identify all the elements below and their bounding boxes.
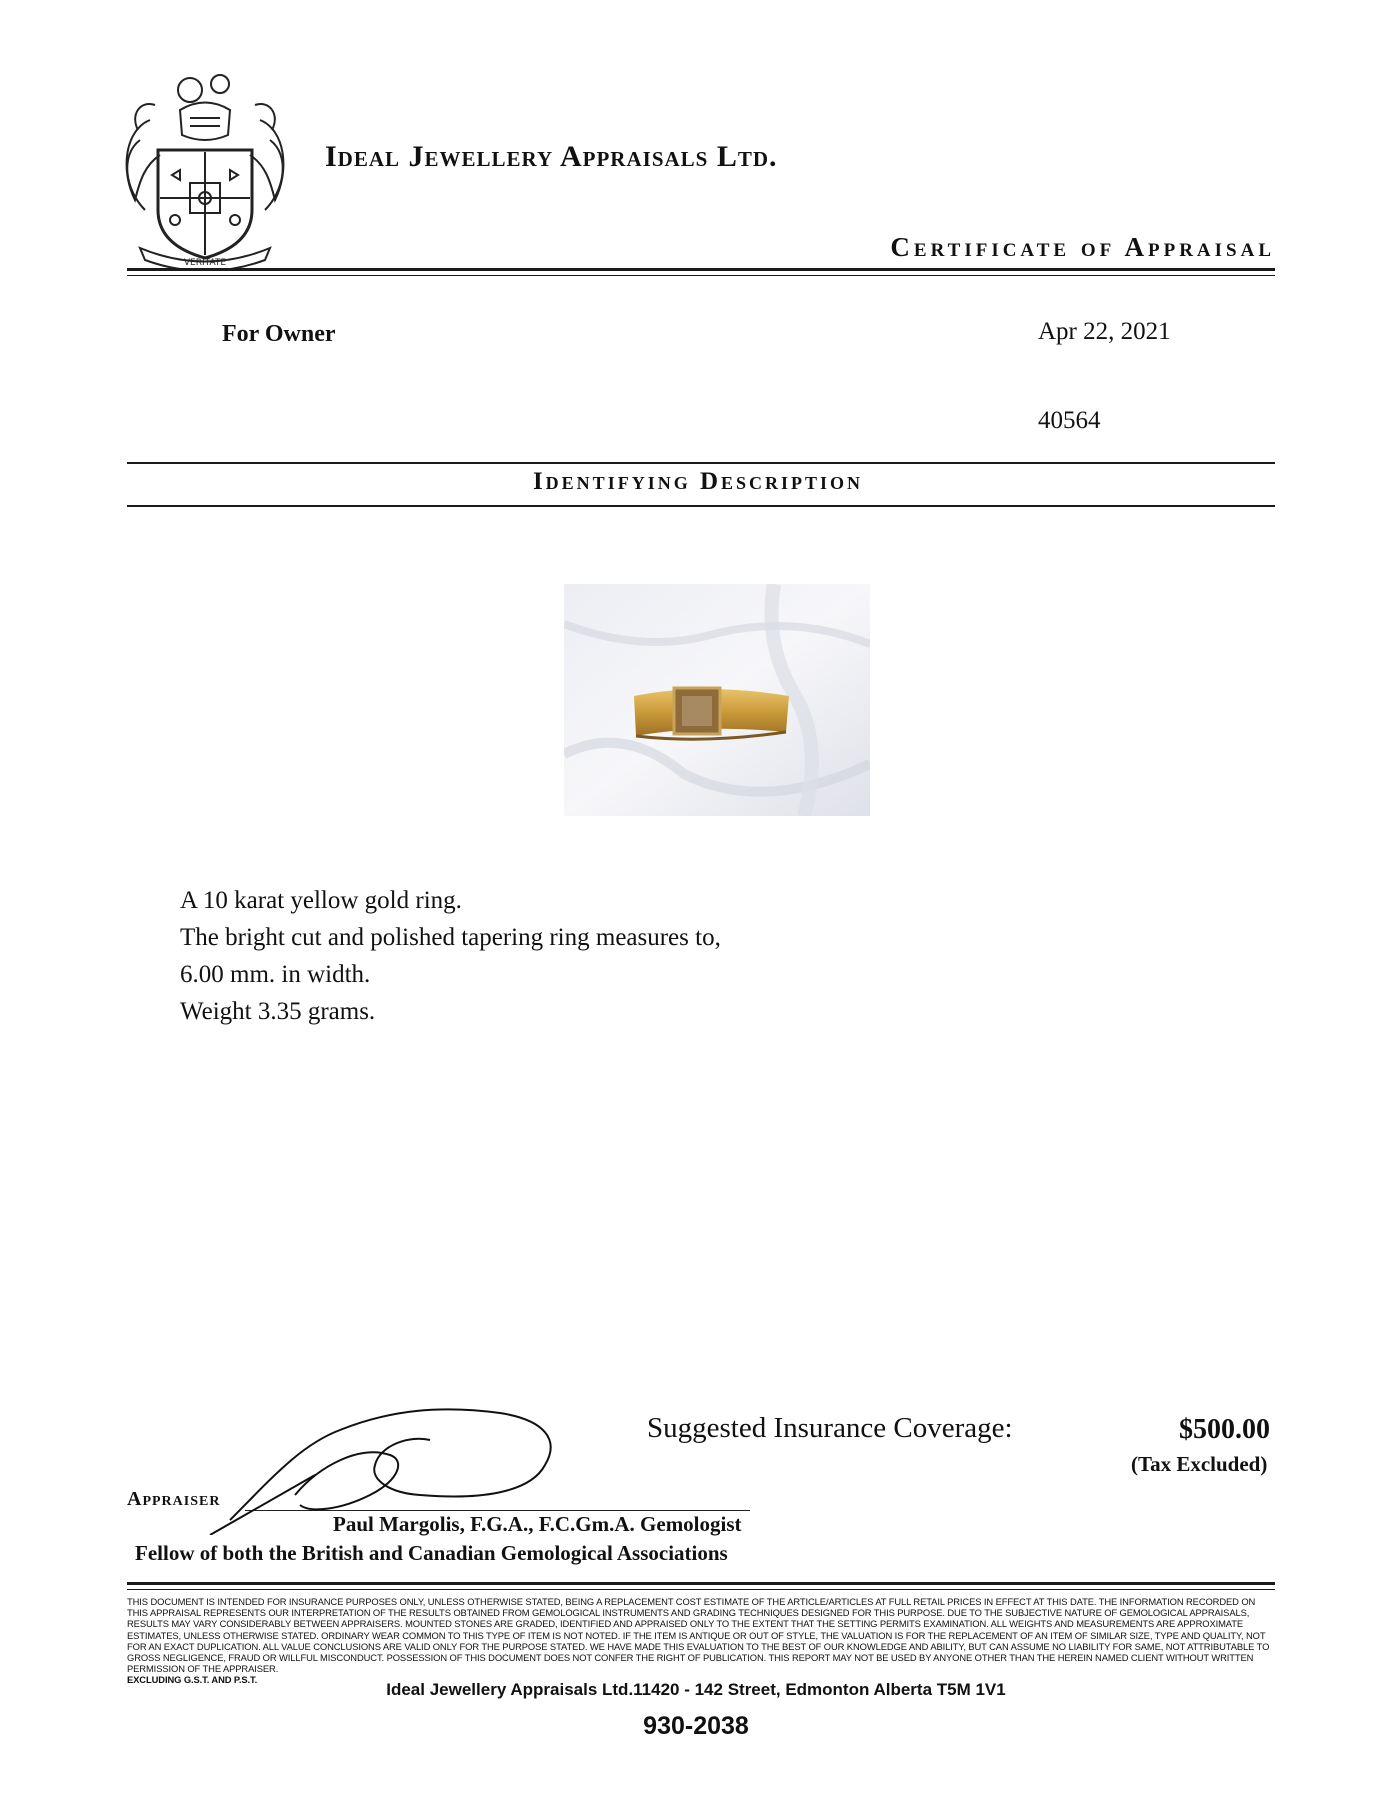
owner-label: For Owner bbox=[222, 321, 336, 347]
coverage-label: Suggested Insurance Coverage: bbox=[647, 1412, 1013, 1444]
disclaimer-divider-thin bbox=[127, 1589, 1275, 1590]
appraisal-number: 40564 bbox=[1038, 407, 1101, 434]
description-line: The bright cut and polished tapering ring measures to, bbox=[180, 924, 721, 951]
disclaimer bbox=[127, 1596, 1275, 1686]
appraisal-date: Apr 22, 2021 bbox=[1038, 318, 1171, 345]
section-title: Identifying Description bbox=[532, 468, 864, 495]
footer-address: Ideal Jewellery Appraisals Ltd.11420 - 142 Street, Edmonton Alberta T5M 1V1 bbox=[386, 1680, 1006, 1699]
section-divider-top bbox=[127, 462, 1275, 464]
appraiser-label: Appraiser bbox=[127, 1488, 221, 1510]
disclaimer-divider bbox=[127, 1582, 1275, 1585]
company-name: Ideal Jewellery Appraisals Ltd. bbox=[325, 140, 778, 173]
coat-of-arms-logo bbox=[120, 60, 290, 270]
crest-motto: VERITATE bbox=[183, 258, 227, 268]
header-divider-thin bbox=[127, 275, 1275, 276]
description-line: 6.00 mm. in width. bbox=[180, 961, 371, 988]
description-line: A 10 karat yellow gold ring. bbox=[180, 887, 462, 914]
footer-phone: 930-2038 bbox=[643, 1712, 749, 1740]
item-description bbox=[180, 882, 721, 1030]
section-divider-bottom bbox=[127, 505, 1275, 507]
tax-note: (Tax Excluded) bbox=[1131, 1452, 1268, 1476]
header-divider bbox=[127, 268, 1275, 271]
ring-photo bbox=[564, 584, 870, 816]
appraiser-name: Paul Margolis, F.G.A., F.C.Gm.A. Gemologist bbox=[333, 1512, 742, 1536]
coverage-amount: $500.00 bbox=[1179, 1414, 1270, 1445]
appraiser-fellowship: Fellow of both the British and Canadian Gemological Associations bbox=[135, 1541, 728, 1565]
description-line: Weight 3.35 grams. bbox=[180, 998, 376, 1025]
disclaimer-tax-line: EXCLUDING G.S.T. AND P.S.T. bbox=[127, 1674, 258, 1686]
certificate-title: Certificate of Appraisal bbox=[890, 232, 1275, 262]
disclaimer-text: THIS DOCUMENT IS INTENDED FOR INSURANCE PURPOSES ONLY, UNLESS OTHERWISE STATED, BEING A REPLACEMENT COST ESTIMATE OF THE ARTICLE/ARTICLES AT FULL RETAIL PRICES IN EFFECT AT THIS DATE. THE INFORMATION RECORDED ON THIS APPRAISAL REPRESENTS OUR INTERPRETATION OF THE RESULTS OBTAINED FROM GEMOLOGICAL INSTRUMENTS AND GRADING TECHNIQUES DESIGNED FOR THIS PURPOSE. DUE TO THE SUBJECTIVE NATURE OF GEMOLOGICAL APPRAISALS, RESULTS MAY VARY CONSIDERABLY BETWEEN APPRAISERS. MOUNTED STONES ARE GRADED, IDENTIFIED AND APPRAISED ONLY TO THE EXTENT THAT THE SETTING PERMITS EXAMINATION. ALL WEIGHTS AND MEASUREMENTS ARE APPROXIMATE ESTIMATES, UNLESS OTHERWISE STATED. ORDINARY WEAR COMMON TO THIS TYPE OF ITEM IS NOT NOTED. IF THE ITEM IS ANTIQUE OR OUT OF STYLE, THE VALUATION IS FOR THE REPLACEMENT OF AN ITEM OF SIMILAR SIZE, TYPE AND QUALITY, NOT FOR AN EXACT DUPLICATION. ALL VALUE CONCLUSIONS ARE VALID ONLY FOR THE PURPOSE STATED. WE HAVE MADE THIS EVALUATION TO THE BEST OF OUR KNOWLEDGE AND ABILITY, BUT CAN ASSUME NO LIABILITY FOR SAME, NOT ATTRIBUTABLE TO GROSS NEGLIGENCE, FRAUD OR WILLFUL MISCONDUCT. POSSESSION OF THIS DOCUMENT DOES NOT CONFER THE RIGHT OF PUBLICATION. THIS REPORT MAY NOT BE USED BY ANYONE OTHER THAN THE HEREIN NAMED CLIENT WITHOUT WRITTEN PERMISSION OF THE APPRAISER. bbox=[127, 1596, 1270, 1675]
